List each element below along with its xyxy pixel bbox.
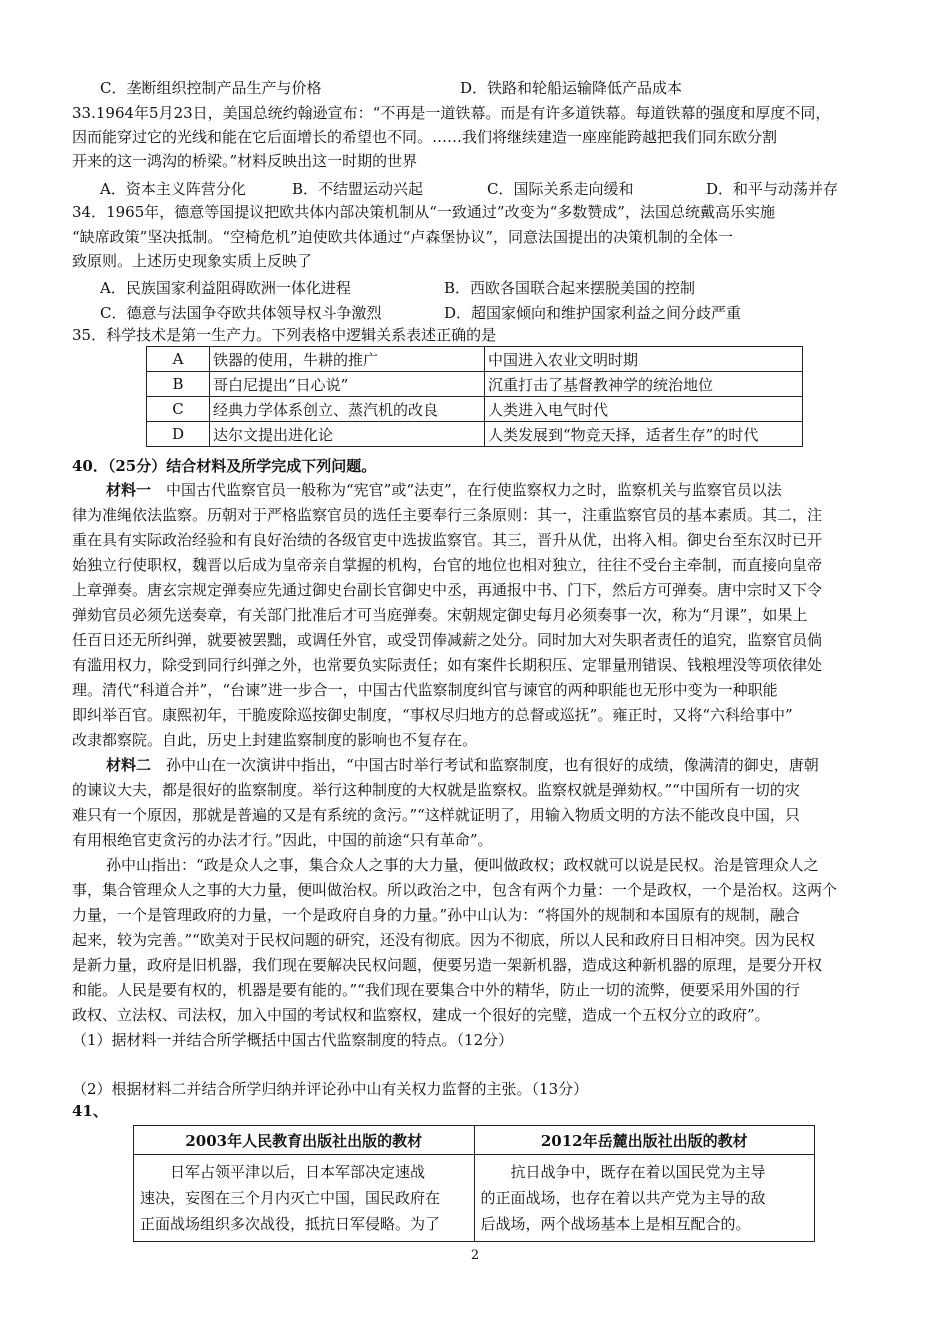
- table-row: [134, 1155, 815, 1242]
- material-label: 材料二: [106, 756, 152, 774]
- table-row: [147, 347, 803, 372]
- table-row: [147, 397, 803, 422]
- q40-material-2-line: 难只有一个原因，那就是普遍的又是有系统的贪污。”“这样就证明了，用输入物质文明的方法不能改良中国，只: [72, 806, 800, 824]
- q40-material-2-first-line: [106, 755, 819, 775]
- q40-material-1-line: 有滥用权力，除受到同行纠弹之外，也常要负实际责任；如有案件长期积压、定罪量刑错误、钱粮埋没等项依律处: [72, 656, 823, 674]
- q40-material-1-line: 上章弹奏。唐玄宗规定弹奏应先通过御史台副长官御史中丞，再通报中书、门下，然后方可弹奏。唐中宗时又下令: [72, 581, 823, 599]
- q40-subquestion-2: （2）根据材料二并结合所学归纳并评论孙中山有关权力监督的主张。（13分）: [72, 1080, 589, 1098]
- row-right-cell: 中国进入农业文明时期: [485, 347, 803, 372]
- q34-option-c: C．德意与法国争夺欧共体领导权斗争激烈: [100, 304, 382, 322]
- q33-option-a: A．资本主义阵营分化: [100, 180, 246, 198]
- q32-option-d: D．铁路和轮船运输降低产品成本: [460, 79, 683, 97]
- column-header: 2012年岳麓出版社出版的教材: [474, 1126, 815, 1155]
- q40-material-1-line: 即纠举百官。康熙初年，干脆废除巡按御史制度，“事权尽归地方的总督或巡抚”。雍正时，又将“六科给事中”: [72, 706, 793, 724]
- q40-subquestion-1: （1）据材料一并结合所学概括中国古代监察制度的特点。（12分）: [72, 1031, 514, 1049]
- q40-material-1-line: 理。清代“科道合并”，“台谏”进一步合一，中国古代监察制度纠官与谏官的两种职能也无形中变为一种职能: [72, 681, 778, 699]
- table-row: [147, 372, 803, 397]
- q40-material-2-line: 的谏议大夫，都是很好的监察制度。举行这种制度的大权就是监察权。监察权就是弹劾权。”“中国所有一切的灾: [72, 781, 800, 799]
- q32-option-c: C．垄断组织控制产品生产与价格: [100, 79, 322, 97]
- row-right-cell: 沉重打击了基督教神学的统治地位: [485, 372, 803, 397]
- q40-material-2b-line: 和能。人民是要有权的，机器是要有能的。”“我们现在要集合中外的精华，防止一切的流弊，便要采用外国的行: [72, 981, 800, 999]
- q40-material-1-line: 任百日还无所纠弹，就要被罢黜，或调任外官，或受罚俸减薪之处分。同时加大对失职者责任的追究，监察官员倘: [72, 631, 823, 649]
- q40-material-1-first-line: [106, 480, 782, 500]
- cell-line: 速决，妄图在三个月内灭亡中国，国民政府在: [140, 1189, 441, 1207]
- row-left-cell: 铁器的使用，牛耕的推广: [210, 347, 485, 372]
- q33-stem-line: 因而能穿过它的光线和能在它后面增长的希望也不同。……我们将继续建造一座座能跨越把我们同东欧分割: [72, 128, 778, 146]
- q40-material-1-line: 始独立行使职权，魏晋以后成为皇帝亲自掌握的机构，台官的地位也相对独立，往往不受台主牵制，而直接向皇帝: [72, 556, 823, 574]
- text-cell: [474, 1155, 815, 1242]
- row-key: D: [147, 422, 210, 447]
- q33-stem-line: 33.1964年5月23日，美国总统约翰逊宣布：“不再是一道铁幕。而是有许多道铁幕。每道铁幕的强度和厚度不同，: [72, 104, 831, 122]
- row-key: C: [147, 397, 210, 422]
- q33-option-d: D．和平与动荡并存: [706, 180, 839, 198]
- page-number: 2: [470, 1248, 480, 1263]
- column-header: 2003年人民教育出版社出版的教材: [134, 1126, 475, 1155]
- q34-stem-line: 34．1965年，德意等国提议把欧共体内部决策机制从“一致通过”改变为“多数赞成”，法国总统戴高乐实施: [72, 203, 775, 221]
- q40-material-2b-line: 起来，较为完善。”“欧美对于民权问题的研究，还没有彻底。因为不彻底，所以人民和政府日日相冲突。因为民权: [72, 931, 815, 949]
- q41-table: [133, 1125, 815, 1242]
- row-left-cell: 哥白尼提出“日心说”: [210, 372, 485, 397]
- table-row: [147, 422, 803, 447]
- cell-line: 的正面战场，也存在着以共产党为主导的敌: [480, 1189, 766, 1207]
- q35-stem: 35．科学技术是第一生产力。下列表格中逻辑关系表述正确的是: [72, 326, 497, 344]
- q40-material-1-line: 律为准绳依法监察。历朝对于严格监察官员的选任主要奉行三条原则：其一，注重监察官员的基本素质。其二，注: [72, 506, 823, 524]
- q33-option-b: B．不结盟运动兴起: [292, 180, 424, 198]
- q40-material-2b-line: 是新力量，政府是旧机器，我们现在要解决民权问题，便要另造一架新机器，造成这种新机器的原理，是要分开权: [72, 956, 823, 974]
- q40-material-2b-line: 事，集合管理众人之事的大力量，便叫做治权。所以政治之中，包含有两个力量：一个是政权，一个是治权。这两个: [72, 881, 838, 899]
- q40-title: 40．（25分）结合材料及所学完成下列问题。: [72, 457, 377, 475]
- q34-option-b: B．西欧各国联合起来摆脱美国的控制: [444, 279, 696, 297]
- q40-material-2b-line: 力量，一个是管理政府的力量，一个是政府自身的力量。”孙中山认为：“将国外的规制和本国原有的规制，融合: [72, 906, 800, 924]
- q34-stem-line: 致原则。上述历史现象实质上反映了: [72, 252, 313, 270]
- q40-material-2b-line: 孙中山指出：“政是众人之事，集合众人之事的大力量，便叫做政权；政权就可以说是民权。治是管理众人之: [106, 856, 819, 874]
- q40-material-2-line: 有用根绝官吏贪污的办法才行。”因此，中国的前途“只有革命”。: [72, 831, 493, 849]
- q33-stem-line: 开来的这一鸿沟的桥梁。”材料反映出这一时期的世界: [72, 152, 418, 170]
- q40-material-1-line: 改隶都察院。自此，历史上封建监察制度的影响也不复存在。: [72, 731, 478, 749]
- cell-line: 正面战场组织多次战役，抵抗日军侵略。为了: [140, 1215, 441, 1233]
- table-header-row: [134, 1126, 815, 1155]
- q34-option-d: D．超国家倾向和维护国家利益之间分歧严重: [444, 304, 742, 322]
- text-cell: [134, 1155, 475, 1242]
- q34-stem-line: “缺席政策”坚决抵制。“空椅危机”迫使欧共体通过“卢森堡协议”，同意法国提出的决策机制的全体一: [72, 228, 734, 246]
- cell-line: 日军占领平津以后，日本军部决定速战: [170, 1163, 426, 1181]
- q40-material-1-line: 重在具有实际政治经验和有良好治绩的各级官吏中选拔监察官。其三，晋升从优，出将入相。御史台至东汉时已开: [72, 531, 823, 549]
- cell-line: 抗日战争中，既存在着以国民党为主导: [510, 1163, 766, 1181]
- row-key: B: [147, 372, 210, 397]
- material-text: 中国古代监察官员一般称为“宪官”或“法吏”，在行使监察权力之时，监察机关与监察官员以法: [151, 481, 782, 499]
- cell-line: 后战场，两个战场基本上是相互配合的。: [480, 1215, 751, 1233]
- q41-label: 41、: [72, 1102, 108, 1120]
- q40-material-1-line: 弹劾官员必须先送奏章，有关部门批准后才可当庭弹奏。宋朝规定御史每月必须奏事一次，称为“月课”，如果上: [72, 606, 808, 624]
- q33-option-c: C．国际关系走向缓和: [487, 180, 634, 198]
- row-left-cell: 经典力学体系创立、蒸汽机的改良: [210, 397, 485, 422]
- material-label: 材料一: [106, 481, 152, 499]
- row-right-cell: 人类进入电气时代: [485, 397, 803, 422]
- row-right-cell: 人类发展到“物竞天择，适者生存”的时代: [485, 422, 803, 447]
- row-left-cell: 达尔文提出进化论: [210, 422, 485, 447]
- q34-option-a: A．民族国家利益阻碍欧洲一体化进程: [100, 279, 351, 297]
- row-key: A: [147, 347, 210, 372]
- material-text: 孙中山在一次演讲中指出，“中国古时举行考试和监察制度，也有很好的成绩，像满清的御史，唐朝: [151, 756, 819, 774]
- q35-table: [146, 346, 803, 447]
- q40-material-2b-line: 政权、立法权、司法权，加入中国的考试权和监察权，建成一个很好的完璧，造成一个五权分立的政府”。: [72, 1006, 770, 1024]
